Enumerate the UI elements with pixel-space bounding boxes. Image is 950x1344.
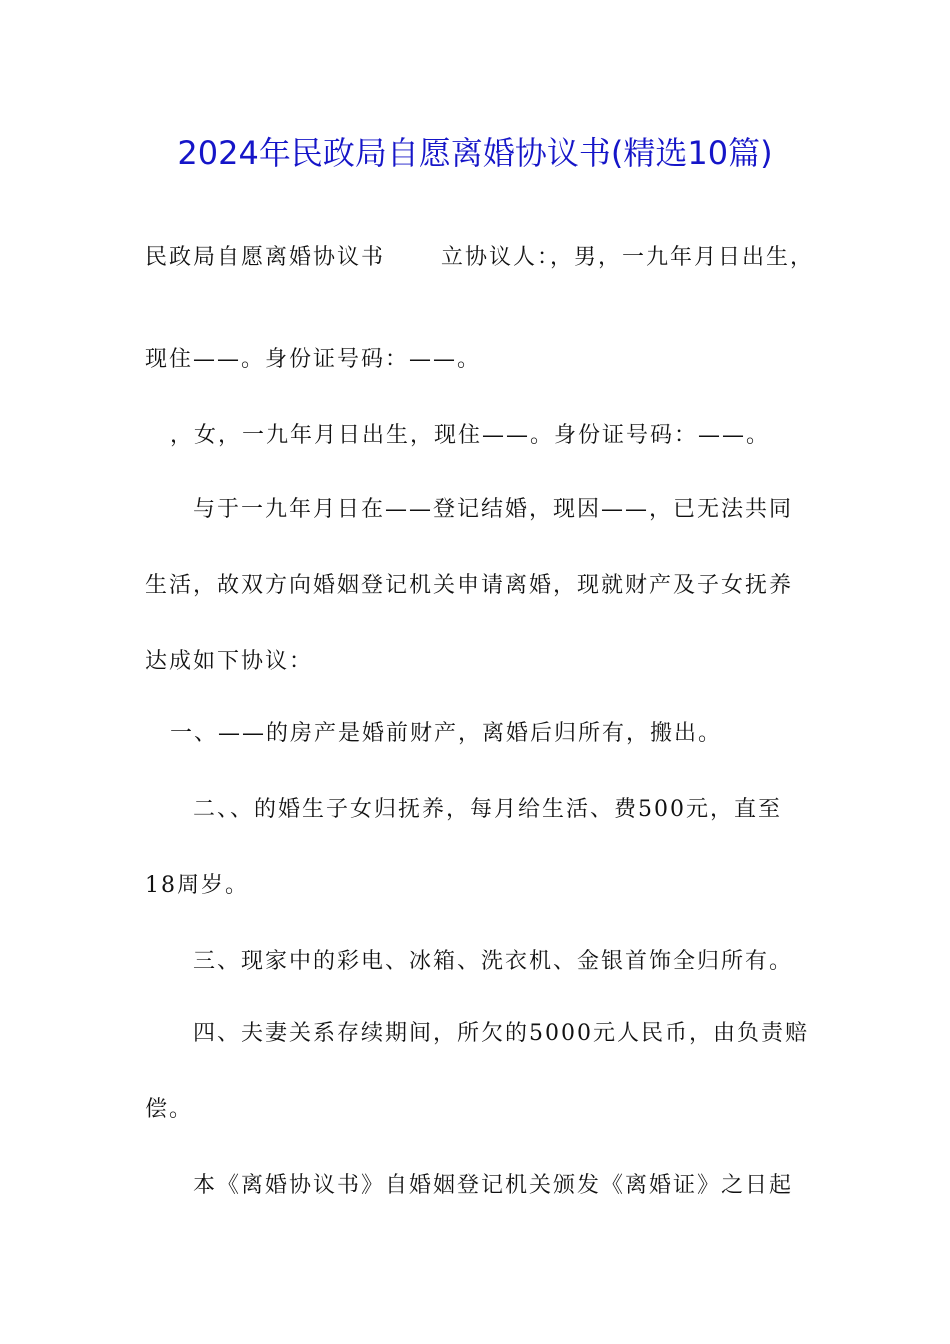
text-line-1 [145, 238, 814, 278]
text-line-11: 四、夫妻关系存续期间，所欠的5000元人民币，由负责赔 [193, 1021, 809, 1046]
text-line-6: 达成如下协议： [145, 649, 314, 674]
text-line-4: 与于一九年月日在——登记结婚，现因——，已无法共同 [193, 497, 794, 522]
text-line-12: 偿。 [145, 1097, 194, 1122]
text-line-13: 本《离婚协议书》自婚姻登记机关颁发《离婚证》之日起 [193, 1173, 794, 1198]
text-line-8: 二、、的婚生子女归抚养，每月给生活、费500元，直至 [193, 797, 782, 822]
text-line-5: 生活，故双方向婚姻登记机关申请离婚，现就财产及子女抚养 [145, 573, 794, 598]
text-line-heading: 民政局自愿离婚协议书 [145, 245, 386, 270]
text-line-10: 三、现家中的彩电、冰箱、洗衣机、金银首饰全归所有。 [193, 949, 794, 974]
text-line-7: 一、——的房产是婚前财产，离婚后归所有，搬出。 [170, 721, 723, 746]
text-line-parties: 立协议人：，男，一九年月日出生， [441, 245, 815, 270]
document-title: 2024年民政局自愿离婚协议书(精选10篇) [177, 134, 773, 172]
text-line-3: ，女，一九年月日出生，现住——。身份证号码：——。 [170, 423, 771, 448]
text-line-9: 18周岁。 [145, 873, 249, 898]
text-line-2: 现住——。身份证号码：——。 [145, 347, 482, 372]
